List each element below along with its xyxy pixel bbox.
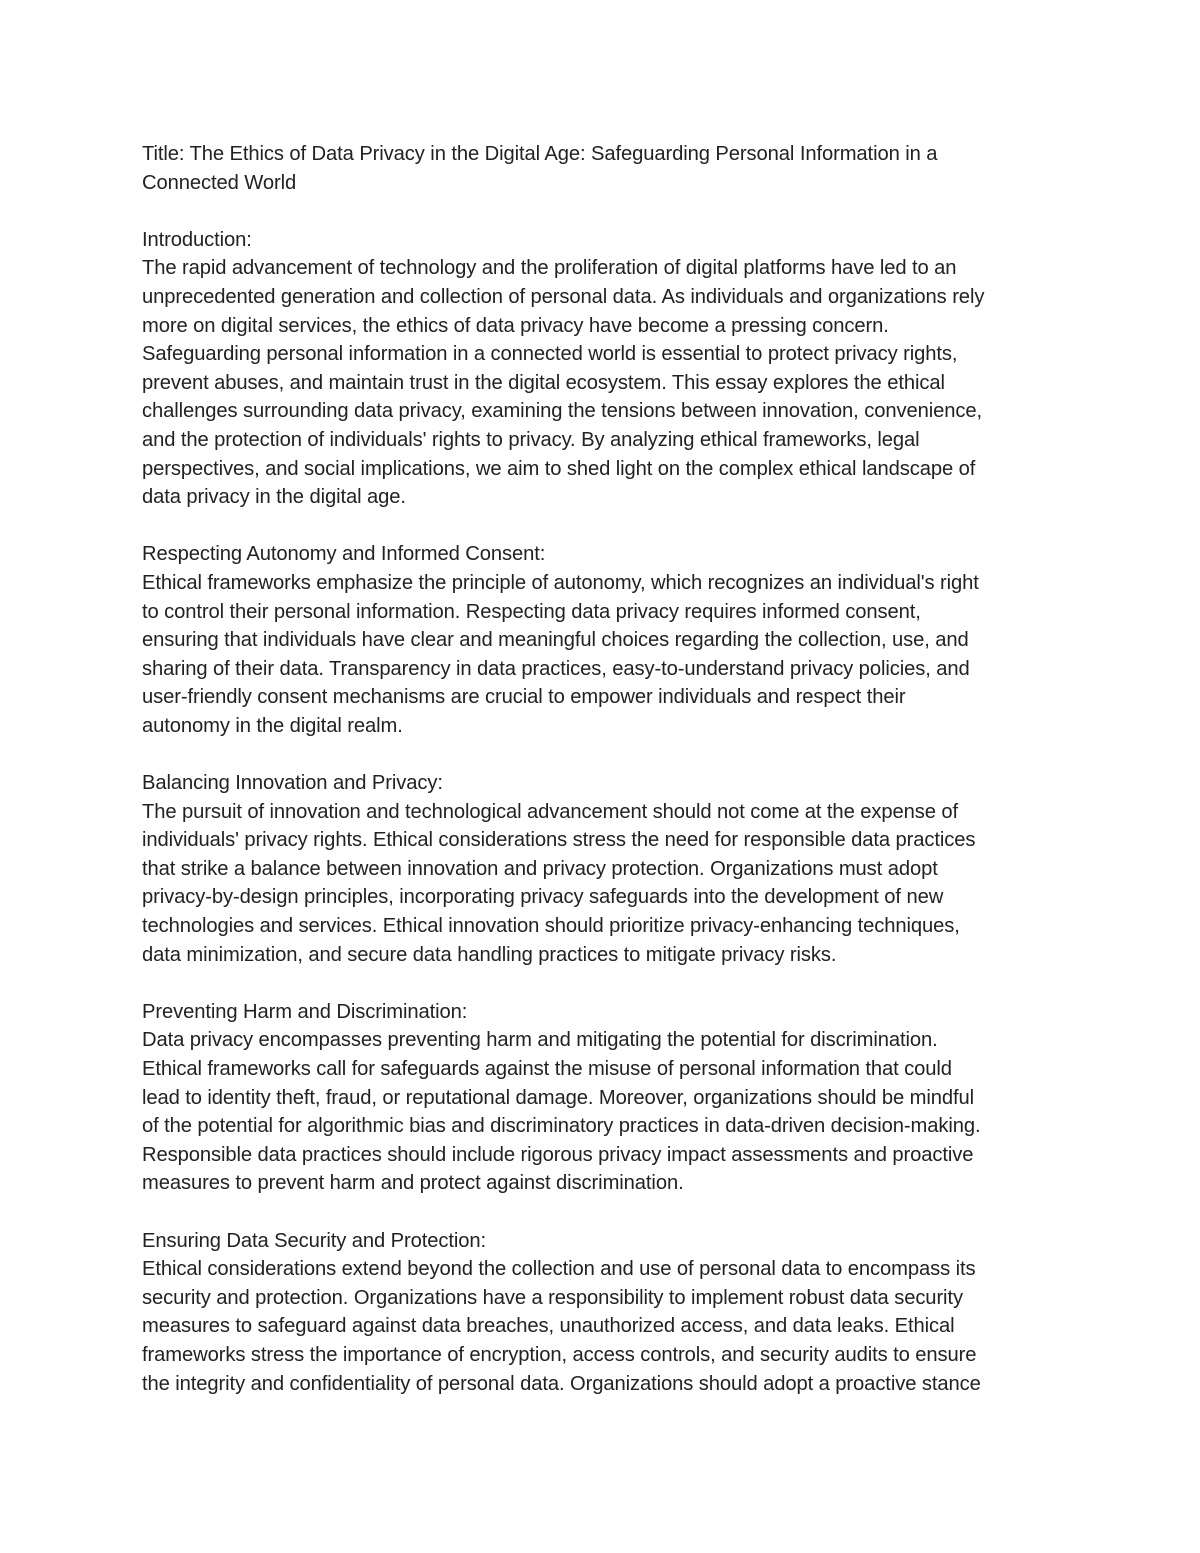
- title-line: Title: The Ethics of Data Privacy in the Digital Age: Safeguarding Personal Information in a: [142, 143, 938, 165]
- paragraph-line: to control their personal information. Respecting data privacy requires informed consent,: [142, 600, 921, 623]
- section-preventing-harm: [142, 998, 1054, 1198]
- document-body: [142, 140, 1054, 1398]
- paragraph-line: challenges surrounding data privacy, examining the tensions between innovation, convenience,: [142, 400, 982, 423]
- paragraph-gap: [142, 969, 1054, 998]
- paragraph-gap: [142, 1198, 1054, 1227]
- paragraph-line: The pursuit of innovation and technological advancement should not come at the expense of: [142, 800, 958, 823]
- paragraph-line: The rapid advancement of technology and the proliferation of digital platforms have led to an: [142, 257, 957, 280]
- paragraph-line: the integrity and confidentiality of personal data. Organizations should adopt a proactive stance: [142, 1372, 981, 1395]
- paragraph-line: ensuring that individuals have clear and meaningful choices regarding the collection, use, and: [142, 629, 969, 652]
- paragraph-line: frameworks stress the importance of encryption, access controls, and security audits to ensure: [142, 1343, 977, 1366]
- section-heading: Ensuring Data Security and Protection:: [142, 1229, 487, 1252]
- paragraph-line: Data privacy encompasses preventing harm and mitigating the potential for discrimination.: [142, 1029, 938, 1052]
- section-respecting-autonomy: [142, 540, 1054, 740]
- section-heading: Respecting Autonomy and Informed Consent:: [142, 543, 546, 566]
- paragraph-line: unprecedented generation and collection of personal data. As individuals and organizations rely: [142, 285, 985, 308]
- paragraph-line: of the potential for algorithmic bias and discriminatory practices in data-driven decision-making.: [142, 1115, 981, 1138]
- section-data-security: [142, 1227, 1054, 1399]
- paragraph-line: Ethical frameworks emphasize the principle of autonomy, which recognizes an individual's right: [142, 571, 979, 594]
- title-line: Connected World: [142, 171, 297, 194]
- paragraph-line: user-friendly consent mechanisms are crucial to empower individuals and respect their: [142, 686, 906, 709]
- paragraph-line: privacy-by-design principles, incorporating privacy safeguards into the development of new: [142, 886, 944, 909]
- paragraph-line: prevent abuses, and maintain trust in the digital ecosystem. This essay explores the ethical: [142, 371, 945, 394]
- paragraph-line: data privacy in the digital age.: [142, 486, 406, 509]
- paragraph-line: security and protection. Organizations have a responsibility to implement robust data security: [142, 1286, 963, 1309]
- paragraph-line: perspectives, and social implications, we aim to shed light on the complex ethical landscape of: [142, 457, 976, 480]
- paragraph-gap: [142, 512, 1054, 541]
- paragraph-line: more on digital services, the ethics of data privacy have become a pressing concern.: [142, 314, 889, 337]
- paragraph-line: technologies and services. Ethical innovation should prioritize privacy-enhancing techniques,: [142, 915, 960, 938]
- paragraph-line: autonomy in the digital realm.: [142, 714, 403, 737]
- section-heading: Introduction:: [142, 228, 252, 251]
- paragraph-line: Safeguarding personal information in a connected world is essential to protect privacy rights,: [142, 343, 958, 366]
- paragraph-line: data minimization, and secure data handling practices to mitigate privacy risks.: [142, 943, 837, 966]
- paragraph-line: Ethical frameworks call for safeguards against the misuse of personal information that could: [142, 1058, 952, 1080]
- paragraph-line: measures to prevent harm and protect against discrimination.: [142, 1172, 684, 1195]
- section-balancing-innovation: [142, 769, 1054, 969]
- paragraph-line: that strike a balance between innovation and privacy protection. Organizations must adopt: [142, 857, 938, 880]
- paragraph-line: Responsible data practices should include rigorous privacy impact assessments and proactive: [142, 1143, 974, 1166]
- section-introduction: [142, 226, 1054, 512]
- paragraph-line: Ethical considerations extend beyond the collection and use of personal data to encompass its: [142, 1258, 976, 1281]
- paragraph-line: measures to safeguard against data breaches, unauthorized access, and data leaks. Ethical: [142, 1315, 955, 1338]
- paragraph-line: individuals' privacy rights. Ethical considerations stress the need for responsible data practices: [142, 829, 976, 852]
- section-heading: Preventing Harm and Discrimination:: [142, 1000, 468, 1023]
- paragraph-line: and the protection of individuals' rights to privacy. By analyzing ethical frameworks, legal: [142, 428, 920, 451]
- paragraph-line: sharing of their data. Transparency in data practices, easy-to-understand privacy policies, and: [142, 657, 970, 680]
- paragraph-line: lead to identity theft, fraud, or reputational damage. Moreover, organizations should be mindful: [142, 1086, 975, 1109]
- document-title: [142, 140, 1054, 197]
- paragraph-gap: [142, 740, 1054, 769]
- paragraph-gap: [142, 197, 1054, 226]
- section-heading: Balancing Innovation and Privacy:: [142, 772, 443, 795]
